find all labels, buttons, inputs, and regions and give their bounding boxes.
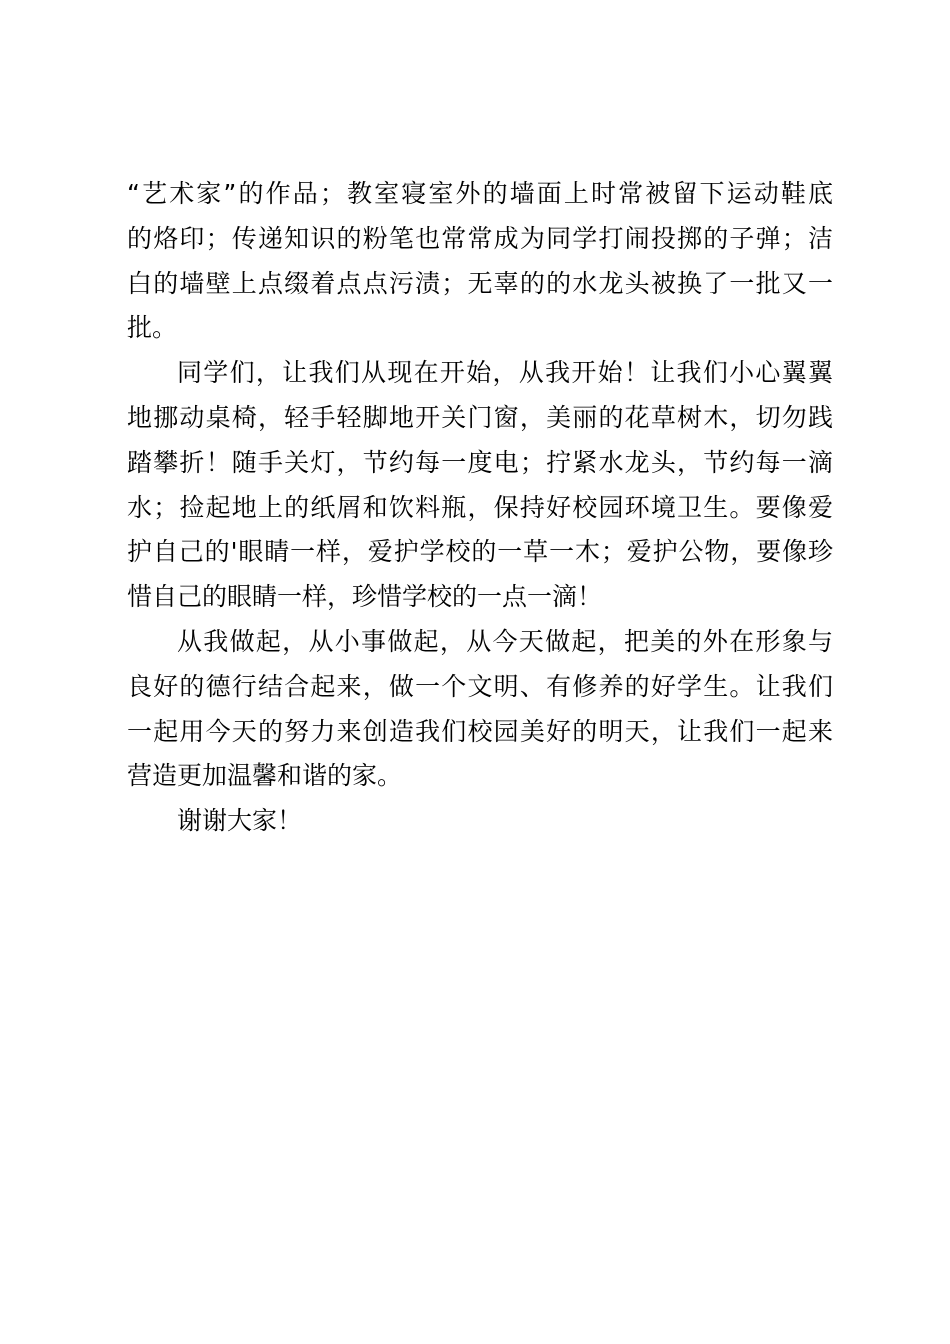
text-line: 批。 — [127, 313, 178, 343]
paragraph-2 — [127, 351, 833, 620]
text-line: 水；捡起地上的纸屑和饮料瓶，保持好校园环境卫生。要像爱 — [127, 492, 833, 522]
document-body — [127, 172, 833, 844]
paragraph-3 — [127, 620, 833, 799]
text-line: 从我做起，从小事做起，从今天做起，把美的外在形象与 — [177, 626, 833, 656]
text-line: 同学们，让我们从现在开始，从我开始！让我们小心翼翼 — [177, 358, 833, 388]
text-line: 营造更加温馨和谐的家。 — [127, 761, 403, 791]
text-line: 一起用今天的努力来创造我们校园美好的明天，让我们一起来 — [127, 716, 833, 746]
text-line: 踏攀折！随手关灯，节约每一度电；拧紧水龙头，节约每一滴 — [127, 447, 833, 477]
text-line: 地挪动桌椅，轻手轻脚地开关门窗，美丽的花草树木，切勿践 — [127, 402, 833, 432]
paragraph-1 — [127, 172, 833, 351]
text-line: 良好的德行结合起来，做一个文明、有修养的好学生。让我们 — [127, 671, 833, 701]
text-line: 惜自己的眼睛一样，珍惜学校的一点一滴！ — [127, 582, 603, 612]
closing-line: 谢谢大家！ — [177, 806, 303, 836]
text-line: 的烙印；传递知识的粉笔也常常成为同学打闹投掷的子弹；洁 — [127, 223, 833, 253]
text-line: 护自己的'眼睛一样，爱护学校的一草一木；爱护公物，要像珍 — [127, 537, 834, 567]
text-line: “艺术家”的作品；教室寝室外的墙面上时常被留下运动鞋底 — [127, 179, 833, 208]
text-line: 白的墙壁上点缀着点点污渍；无辜的的水龙头被换了一批又一 — [127, 268, 833, 298]
paragraph-4 — [127, 799, 833, 844]
